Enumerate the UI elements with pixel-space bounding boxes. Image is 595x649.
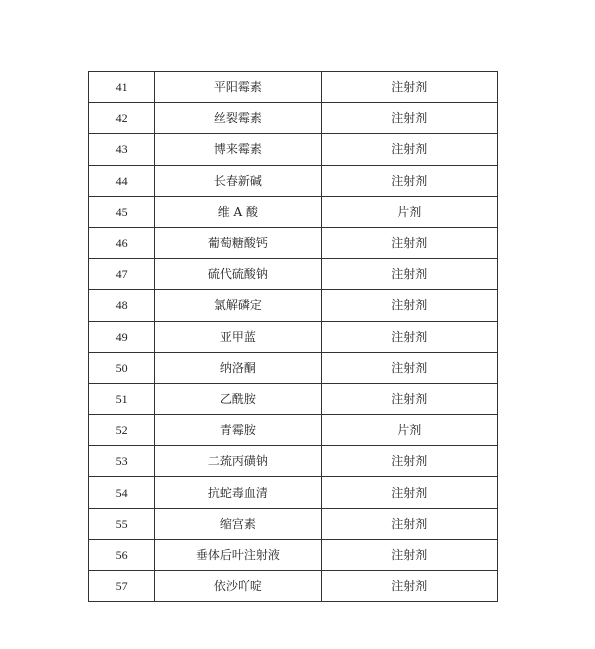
dosage-form-cell: 注射剂 bbox=[321, 571, 497, 602]
table-row bbox=[89, 477, 498, 508]
row-number-cell: 55 bbox=[89, 508, 155, 539]
table-body bbox=[89, 72, 498, 602]
dosage-form-cell: 注射剂 bbox=[321, 446, 497, 477]
row-number-cell: 47 bbox=[89, 259, 155, 290]
drug-name-cell: 维 A 酸 bbox=[155, 196, 321, 227]
drug-name-cell: 亚甲蓝 bbox=[155, 321, 321, 352]
table-row bbox=[89, 259, 498, 290]
dosage-form-cell: 注射剂 bbox=[321, 134, 497, 165]
table-row bbox=[89, 72, 498, 103]
dosage-form-cell: 注射剂 bbox=[321, 290, 497, 321]
table-row bbox=[89, 571, 498, 602]
row-number-cell: 52 bbox=[89, 415, 155, 446]
dosage-form-cell: 注射剂 bbox=[321, 383, 497, 414]
dosage-form-cell: 注射剂 bbox=[321, 165, 497, 196]
drug-name-cell: 氯解磷定 bbox=[155, 290, 321, 321]
drug-name-cell: 乙酰胺 bbox=[155, 383, 321, 414]
table-row bbox=[89, 415, 498, 446]
row-number-cell: 45 bbox=[89, 196, 155, 227]
row-number-cell: 49 bbox=[89, 321, 155, 352]
row-number-cell: 42 bbox=[89, 103, 155, 134]
table-row bbox=[89, 196, 498, 227]
row-number-cell: 51 bbox=[89, 383, 155, 414]
drug-name-cell: 依沙吖啶 bbox=[155, 571, 321, 602]
drug-name-cell: 丝裂霉素 bbox=[155, 103, 321, 134]
drug-name-cell: 长春新碱 bbox=[155, 165, 321, 196]
row-number-cell: 56 bbox=[89, 539, 155, 570]
table-row bbox=[89, 508, 498, 539]
drug-name-cell: 博来霉素 bbox=[155, 134, 321, 165]
table-row bbox=[89, 539, 498, 570]
drug-name-cell: 青霉胺 bbox=[155, 415, 321, 446]
row-number-cell: 54 bbox=[89, 477, 155, 508]
drug-name-cell: 纳洛酮 bbox=[155, 352, 321, 383]
row-number-cell: 50 bbox=[89, 352, 155, 383]
drug-name-cell: 硫代硫酸钠 bbox=[155, 259, 321, 290]
dosage-form-cell: 片剂 bbox=[321, 196, 497, 227]
table-row bbox=[89, 446, 498, 477]
row-number-cell: 43 bbox=[89, 134, 155, 165]
row-number-cell: 53 bbox=[89, 446, 155, 477]
dosage-form-cell: 注射剂 bbox=[321, 352, 497, 383]
drug-list-table bbox=[88, 71, 498, 602]
dosage-form-cell: 注射剂 bbox=[321, 508, 497, 539]
drug-name-cell: 二巯丙磺钠 bbox=[155, 446, 321, 477]
row-number-cell: 41 bbox=[89, 72, 155, 103]
drug-name-cell: 平阳霉素 bbox=[155, 72, 321, 103]
dosage-form-cell: 注射剂 bbox=[321, 539, 497, 570]
dosage-form-cell: 注射剂 bbox=[321, 321, 497, 352]
dosage-form-cell: 注射剂 bbox=[321, 72, 497, 103]
dosage-form-cell: 注射剂 bbox=[321, 259, 497, 290]
table-row bbox=[89, 321, 498, 352]
row-number-cell: 44 bbox=[89, 165, 155, 196]
drug-name-cell: 垂体后叶注射液 bbox=[155, 539, 321, 570]
table-row bbox=[89, 165, 498, 196]
table-row bbox=[89, 290, 498, 321]
table-row bbox=[89, 352, 498, 383]
table-row bbox=[89, 227, 498, 258]
row-number-cell: 46 bbox=[89, 227, 155, 258]
dosage-form-cell: 片剂 bbox=[321, 415, 497, 446]
row-number-cell: 57 bbox=[89, 571, 155, 602]
table-row bbox=[89, 134, 498, 165]
dosage-form-cell: 注射剂 bbox=[321, 103, 497, 134]
dosage-form-cell: 注射剂 bbox=[321, 477, 497, 508]
drug-name-cell: 葡萄糖酸钙 bbox=[155, 227, 321, 258]
dosage-form-cell: 注射剂 bbox=[321, 227, 497, 258]
drug-name-cell: 缩宫素 bbox=[155, 508, 321, 539]
table-row bbox=[89, 103, 498, 134]
row-number-cell: 48 bbox=[89, 290, 155, 321]
table-row bbox=[89, 383, 498, 414]
drug-name-cell: 抗蛇毒血清 bbox=[155, 477, 321, 508]
